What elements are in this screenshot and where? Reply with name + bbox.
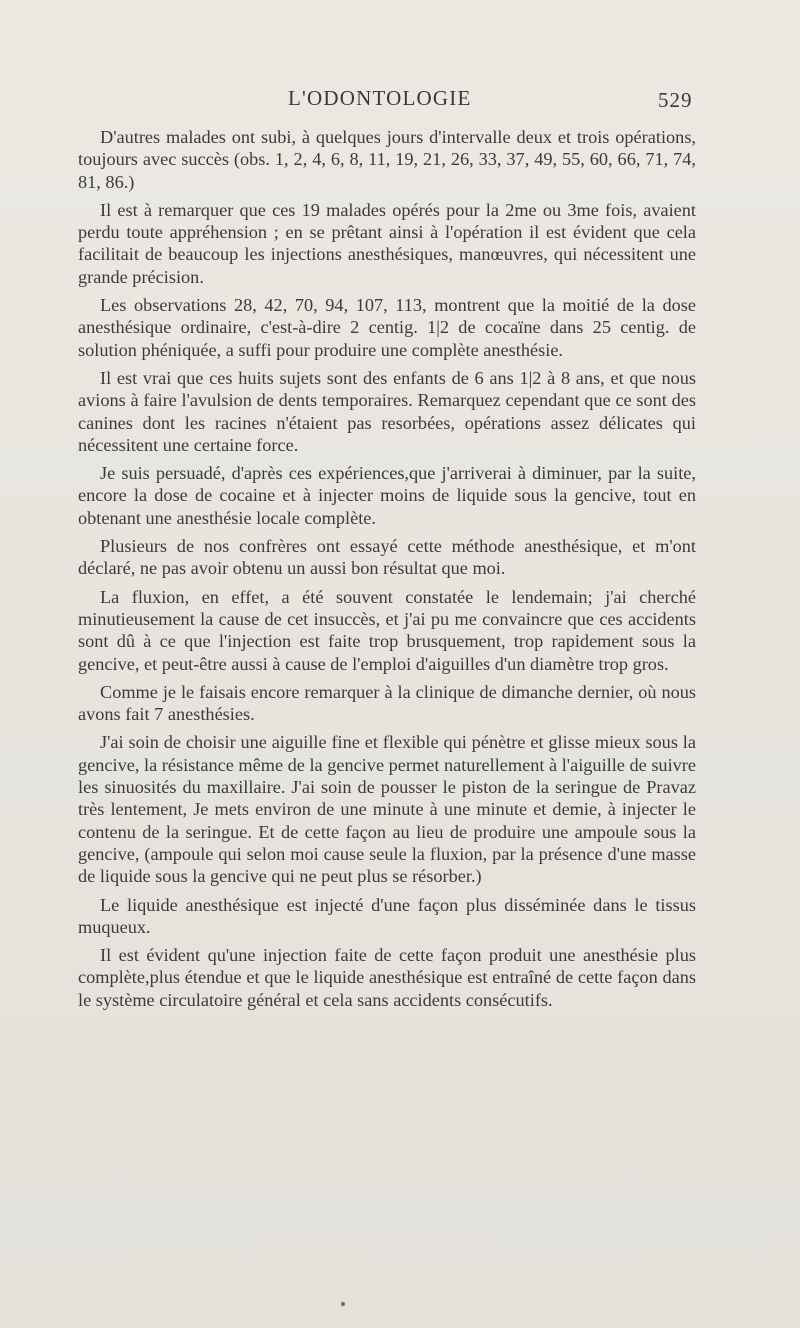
paragraph: Il est évident qu'une injection faite de cette façon produit une anesthésie plus complète,plus étendue et que le liquide anesthésique est entraîné de cette façon dans le système circulatoire général et cela sans accidents consécutifs. (78, 945, 696, 1010)
paragraph: Il est vrai que ces huits sujets sont des enfants de 6 ans 1|2 à 8 ans, et que nous avions à faire l'avulsion de dents temporaires. Remarquez cependant que ce sont des canines dont les racines n'étaient pas resorbées, opérations assez délicates qui nécessitent une certaine force. (78, 367, 696, 455)
body-text (78, 126, 696, 1017)
paragraph: D'autres malades ont subi, à quelques jours d'intervalle deux et trois opérations, toujours avec succès (obs. 1, 2, 4, 6, 8, 11, 19, 21, 26, 33, 37, 49, 55, 60, 66, 71, 74, 81, 86.) (78, 127, 696, 192)
paragraph: Comme je le faisais encore remarquer à la clinique de dimanche dernier, où nous avons fait 7 anesthésies. (78, 681, 696, 725)
page-number: 529 (658, 88, 693, 112)
paragraph: Il est à remarquer que ces 19 malades opérés pour la 2me ou 3me fois, avaient perdu toute appréhension ; en se prêtant ainsi à l'opération il est évident que cela facilitait de beaucoup les injections anesthésiques, manœuvres, qui nécessitent une grande précision. (78, 199, 696, 287)
paragraph: Plusieurs de nos confrères ont essayé cette méthode anesthésique, et m'ont déclaré, ne pas avoir obtenu un aussi bon résultat que moi. (78, 536, 696, 579)
paragraph: Le liquide anesthésique est injecté d'une façon plus disséminée dans le tissus muqueux. (78, 894, 696, 937)
running-title: L'ODONTOLOGIE (288, 86, 472, 110)
paragraph: J'ai soin de choisir une aiguille fine et flexible qui pénètre et glisse mieux sous la gencive, la résistance même de la gencive permet naturellement à l'aiguille de suivre les sinuosités du maxillaire. J'ai soin de pousser le piston de la seringue de Pravaz très lentement, Je mets environ de une minute à une minute et demie, à injecter le contenu de la seringue. Et de cette façon au lieu de produire une ampoule sous la gencive, (ampoule qui selon moi cause seule la fluxion, par la présence d'une masse de liquide sous la gencive qui ne peut plus se résorber.) (78, 732, 696, 887)
paragraph: La fluxion, en effet, a été souvent constatée le lendemain; j'ai cherché minutieusement la cause de cet insuccès, et j'ai pu me convaincre que ces accidents sont dû à ce que l'injection est faite trop brusquement, trop rapidement sous la gencive, et peut-être aussi à cause de l'emploi d'aiguilles d'un diamètre trop gros. (78, 586, 696, 674)
page-header (0, 86, 800, 116)
ink-speck (341, 1302, 345, 1306)
paragraph: Je suis persuadé, d'après ces expériences,que j'arriverai à diminuer, par la suite, encore la dose de cocaine et à injecter moins de liquide sous la gencive, tout en obtenant une anesthésie locale complète. (78, 463, 696, 528)
paragraph: Les observations 28, 42, 70, 94, 107, 113, montrent que la moitié de la dose anesthésique ordinaire, c'est-à-dire 2 centig. 1|2 de cocaïne dans 25 centig. de solution phéniquée, a suffi pour produire une complète anesthésie. (78, 295, 696, 360)
